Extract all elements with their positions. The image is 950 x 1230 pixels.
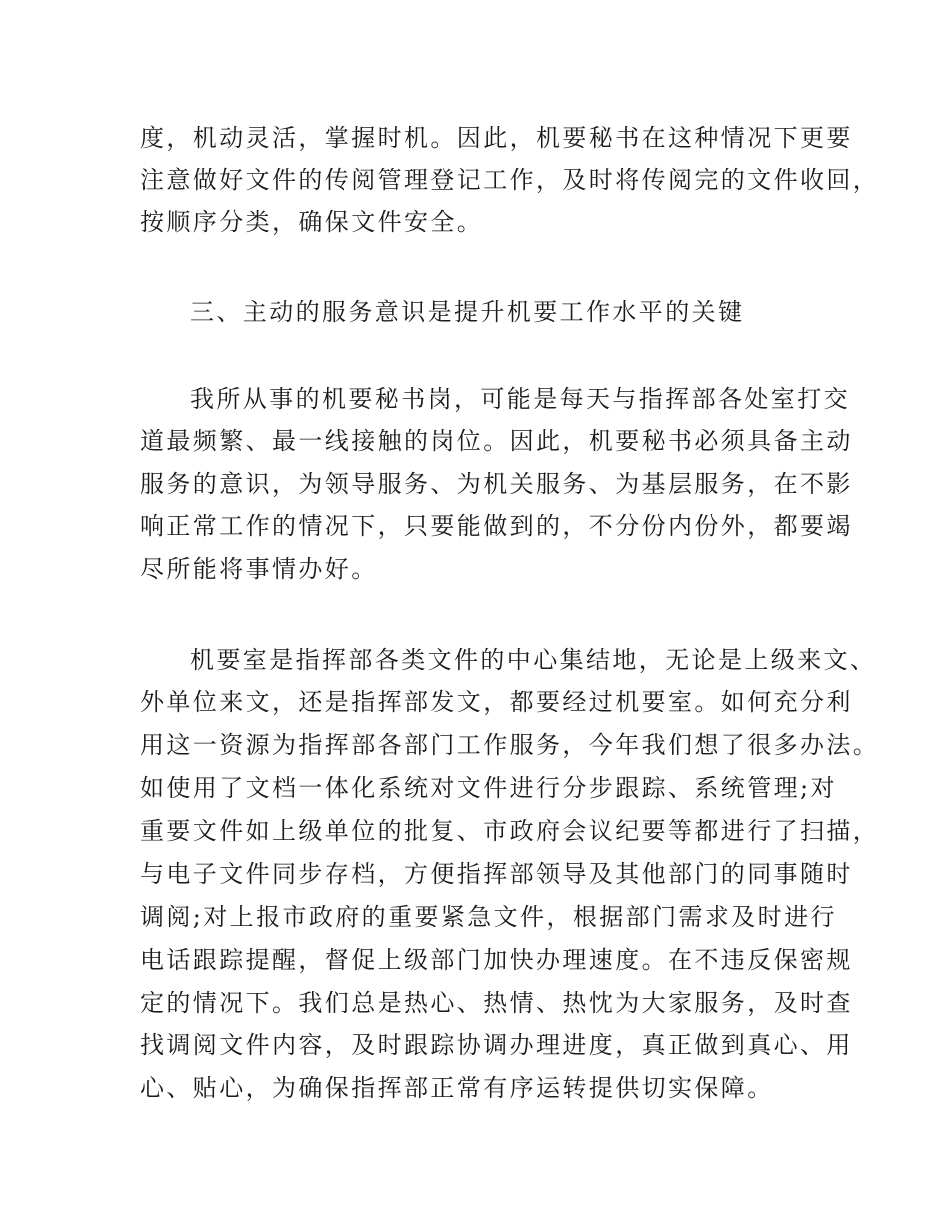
text-line: 心、贴心，为确保指挥部正常有序运转提供切实保障。 <box>140 1074 774 1102</box>
text-line: 与电子文件同步存档，方便指挥部领导及其他部门的同事随时 <box>140 860 853 888</box>
text-line: 度，机动灵活，掌握时机。因此，机要秘书在这种情况下更要 <box>140 124 853 152</box>
text-line: 定的情况下。我们总是热心、热情、热忱为大家服务，及时查 <box>140 989 853 1017</box>
text-line: 重要文件如上级单位的批复、市政府会议纪要等都进行了扫描， <box>140 817 880 845</box>
text-line: 调阅;对上报市政府的重要紧急文件，根据部门需求及时进行 <box>140 903 837 931</box>
text-line: 道最频繁、最一线接触的岗位。因此，机要秘书必须具备主动 <box>140 427 853 455</box>
text-line: 找调阅文件内容，及时跟踪协调办理进度，真正做到真心、用 <box>140 1031 853 1059</box>
text-line: 外单位来文，还是指挥部发文，都要经过机要室。如何充分利 <box>140 688 853 716</box>
text-line: 如使用了文档一体化系统对文件进行分步跟踪、系统管理;对 <box>140 774 837 802</box>
text-line: 尽所能将事情办好。 <box>140 555 378 583</box>
text-line: 机要室是指挥部各类文件的中心集结地，无论是上级来文、 <box>190 646 877 674</box>
section-heading: 三、主动的服务意识是提升机要工作水平的关键 <box>190 298 745 326</box>
text-line: 用这一资源为指挥部各部门工作服务，今年我们想了很多办法。 <box>140 731 880 759</box>
text-line: 服务的意识，为领导服务、为机关服务、为基层服务，在不影 <box>140 470 853 498</box>
text-line: 响正常工作的情况下，只要能做到的，不分份内份外，都要竭 <box>140 512 853 540</box>
text-line: 注意做好文件的传阅管理登记工作，及时将传阅完的文件收回， <box>140 166 880 194</box>
text-line: 电话跟踪提醒，督促上级部门加快办理速度。在不违反保密规 <box>140 946 853 974</box>
text-line: 按顺序分类，确保文件安全。 <box>140 208 484 236</box>
text-line: 我所从事的机要秘书岗，可能是每天与指挥部各处室打交 <box>190 385 850 413</box>
